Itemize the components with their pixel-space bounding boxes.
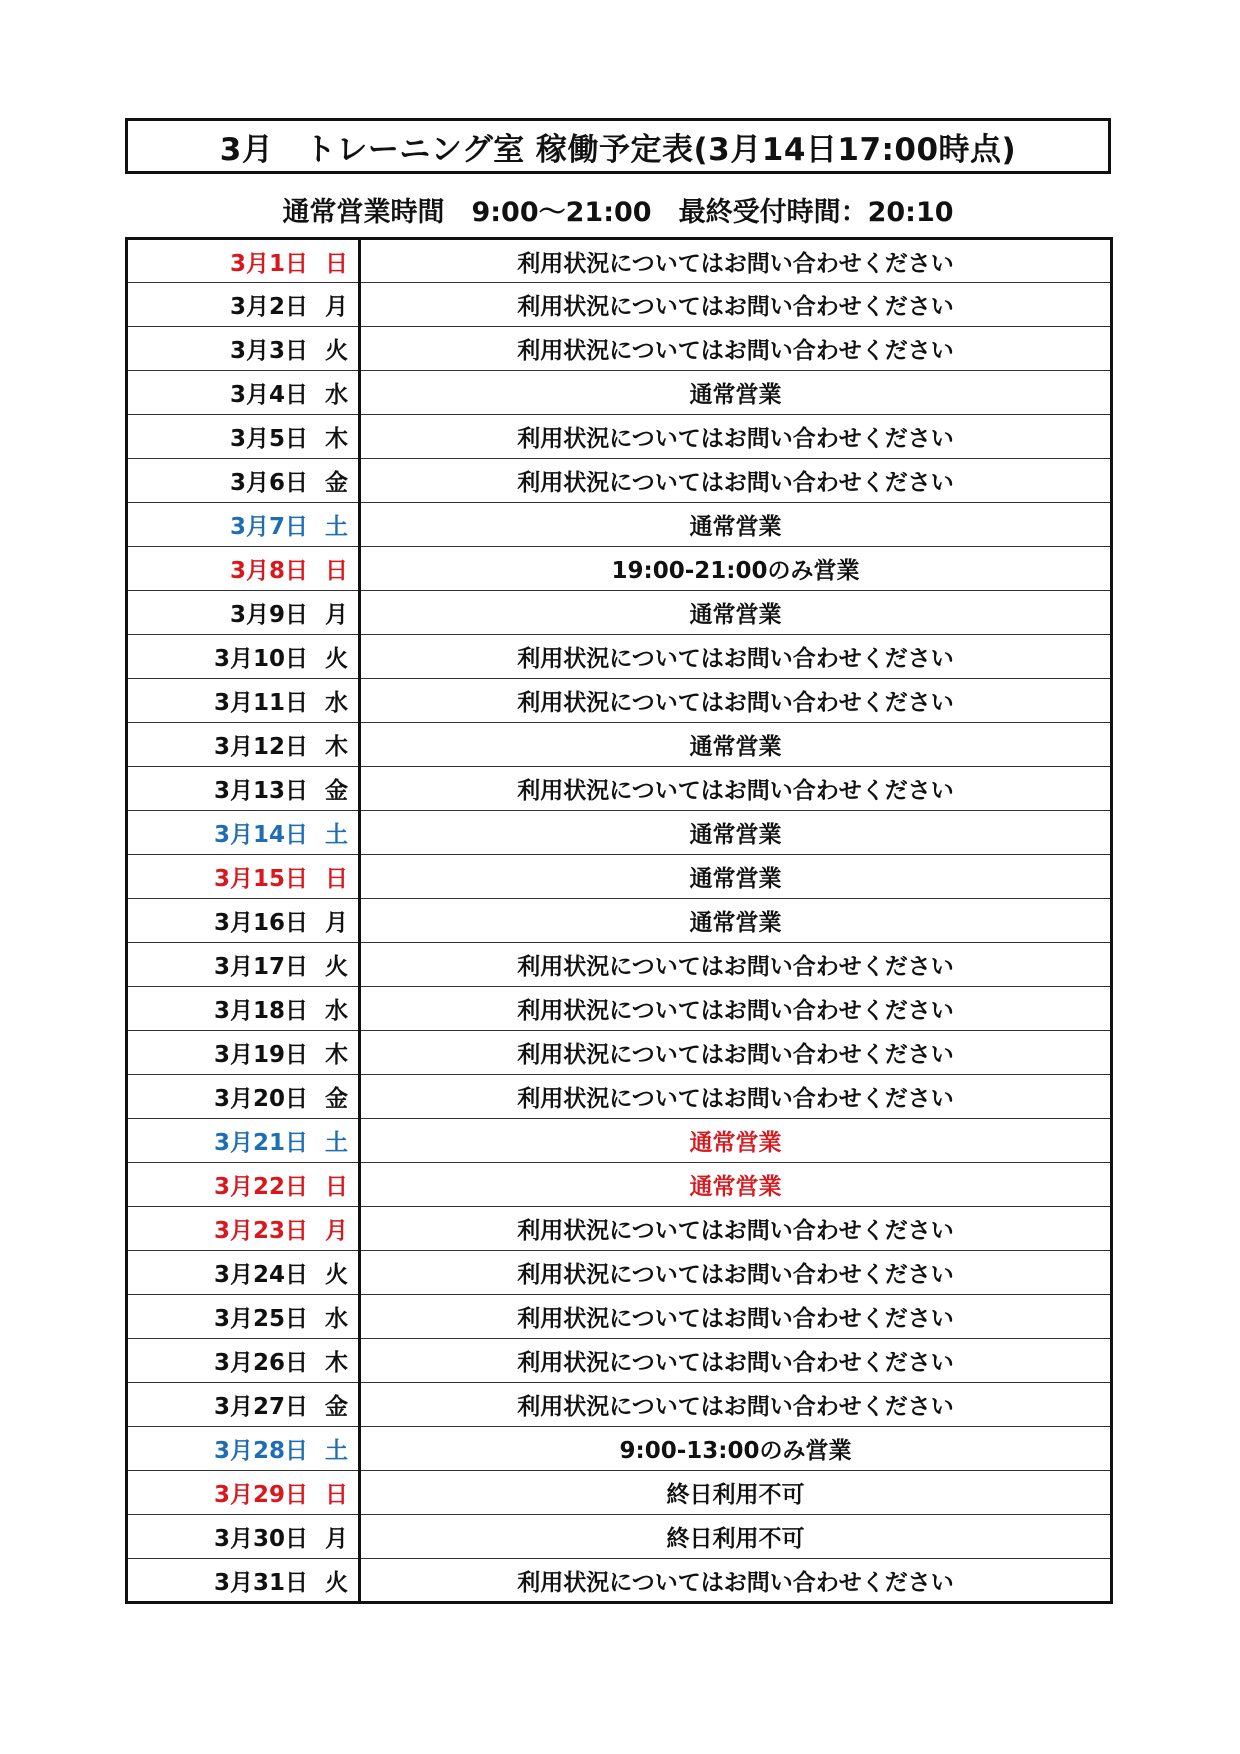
date-cell	[127, 723, 360, 767]
status-cell: 利用状況についてはお問い合わせください	[360, 1075, 1112, 1119]
table-row	[127, 1295, 1112, 1339]
date-cell	[127, 635, 360, 679]
date-label: 3月25日	[213, 1306, 308, 1332]
date-label: 3月4日	[229, 382, 308, 408]
table-row	[127, 327, 1112, 371]
day-of-week-label: 金	[325, 1086, 348, 1112]
date-cell	[127, 1119, 360, 1163]
day-of-week-label: 月	[325, 602, 348, 628]
date-cell	[127, 459, 360, 503]
table-row	[127, 459, 1112, 503]
status-cell: 利用状況についてはお問い合わせください	[360, 987, 1112, 1031]
date-label: 3月20日	[213, 1086, 308, 1112]
date-label: 3月16日	[213, 910, 308, 936]
status-cell: 利用状況についてはお問い合わせください	[360, 1383, 1112, 1427]
date-label: 3月13日	[213, 778, 308, 804]
table-row	[127, 591, 1112, 635]
day-of-week-label: 土	[325, 514, 348, 540]
date-label: 3月14日	[213, 822, 308, 848]
status-cell: 利用状況についてはお問い合わせください	[360, 239, 1112, 283]
table-row	[127, 1427, 1112, 1471]
business-hours-note	[125, 186, 1111, 232]
date-cell	[127, 591, 360, 635]
table-row	[127, 1251, 1112, 1295]
table-row	[127, 1339, 1112, 1383]
date-label: 3月17日	[213, 954, 308, 980]
date-label: 3月30日	[213, 1526, 308, 1552]
status-cell: 通常営業	[360, 723, 1112, 767]
date-cell	[127, 239, 360, 283]
day-of-week-label: 木	[325, 426, 348, 452]
table-row	[127, 635, 1112, 679]
table-row	[127, 1471, 1112, 1515]
day-of-week-label: 木	[325, 1350, 348, 1376]
date-cell	[127, 283, 360, 327]
day-of-week-label: 日	[325, 250, 348, 277]
date-label: 3月15日	[213, 866, 308, 892]
table-row	[127, 1207, 1112, 1251]
status-cell: 19:00-21:00のみ営業	[360, 547, 1112, 591]
date-cell	[127, 1031, 360, 1075]
status-cell: 利用状況についてはお問い合わせください	[360, 1207, 1112, 1251]
date-cell	[127, 547, 360, 591]
day-of-week-label: 火	[325, 954, 348, 980]
table-row	[127, 1383, 1112, 1427]
date-cell	[127, 1559, 360, 1603]
schedule-table	[125, 237, 1113, 1604]
date-label: 3月24日	[213, 1262, 308, 1288]
date-label: 3月10日	[213, 646, 308, 672]
table-row	[127, 503, 1112, 547]
status-cell: 利用状況についてはお問い合わせください	[360, 327, 1112, 371]
status-cell: 利用状況についてはお問い合わせください	[360, 1295, 1112, 1339]
date-label: 3月22日	[213, 1174, 308, 1200]
status-cell: 利用状況についてはお問い合わせください	[360, 767, 1112, 811]
date-label: 3月31日	[213, 1569, 308, 1596]
day-of-week-label: 日	[325, 866, 348, 892]
status-cell: 利用状況についてはお問い合わせください	[360, 415, 1112, 459]
date-label: 3月6日	[229, 470, 308, 496]
date-cell	[127, 1251, 360, 1295]
date-label: 3月23日	[213, 1218, 308, 1244]
day-of-week-label: 水	[325, 382, 348, 408]
date-label: 3月21日	[213, 1130, 308, 1156]
date-cell	[127, 1295, 360, 1339]
status-cell: 利用状況についてはお問い合わせください	[360, 283, 1112, 327]
table-row	[127, 679, 1112, 723]
table-row	[127, 1515, 1112, 1559]
table-row	[127, 371, 1112, 415]
table-row	[127, 1075, 1112, 1119]
date-cell	[127, 987, 360, 1031]
date-cell	[127, 1515, 360, 1559]
day-of-week-label: 火	[325, 338, 348, 364]
status-cell: 9:00-13:00のみ営業	[360, 1427, 1112, 1471]
status-cell: 利用状況についてはお問い合わせください	[360, 459, 1112, 503]
status-cell: 通常営業	[360, 855, 1112, 899]
date-cell	[127, 1427, 360, 1471]
date-cell	[127, 1339, 360, 1383]
date-cell	[127, 943, 360, 987]
day-of-week-label: 木	[325, 1042, 348, 1068]
table-row	[127, 415, 1112, 459]
status-cell: 終日利用不可	[360, 1471, 1112, 1515]
date-cell	[127, 767, 360, 811]
date-label: 3月29日	[213, 1482, 308, 1508]
page-title	[125, 118, 1111, 174]
status-cell: 利用状況についてはお問い合わせください	[360, 635, 1112, 679]
date-cell	[127, 855, 360, 899]
date-label: 3月8日	[229, 558, 308, 584]
date-cell	[127, 415, 360, 459]
status-cell: 通常営業	[360, 591, 1112, 635]
date-label: 3月26日	[213, 1350, 308, 1376]
day-of-week-label: 火	[325, 646, 348, 672]
table-row	[127, 1119, 1112, 1163]
status-cell: 利用状況についてはお問い合わせください	[360, 1251, 1112, 1295]
table-row	[127, 943, 1112, 987]
page-title-text: 3月 トレーニング室 稼働予定表(3月14日17:00時点)	[219, 131, 1017, 168]
table-row	[127, 1031, 1112, 1075]
date-label: 3月2日	[229, 294, 308, 320]
status-cell: 利用状況についてはお問い合わせください	[360, 679, 1112, 723]
date-label: 3月11日	[213, 690, 308, 716]
day-of-week-label: 日	[325, 1174, 348, 1200]
table-row	[127, 899, 1112, 943]
date-cell	[127, 679, 360, 723]
day-of-week-label: 火	[325, 1569, 348, 1596]
table-row	[127, 239, 1112, 283]
status-cell: 利用状況についてはお問い合わせください	[360, 1031, 1112, 1075]
day-of-week-label: 水	[325, 690, 348, 716]
date-label: 3月5日	[229, 426, 308, 452]
day-of-week-label: 金	[325, 778, 348, 804]
date-cell	[127, 899, 360, 943]
status-cell: 通常営業	[360, 1163, 1112, 1207]
status-cell: 終日利用不可	[360, 1515, 1112, 1559]
day-of-week-label: 月	[325, 1218, 348, 1244]
date-label: 3月19日	[213, 1042, 308, 1068]
date-cell	[127, 1163, 360, 1207]
table-row	[127, 855, 1112, 899]
day-of-week-label: 火	[325, 1262, 348, 1288]
day-of-week-label: 日	[325, 558, 348, 584]
day-of-week-label: 土	[325, 1130, 348, 1156]
date-cell	[127, 327, 360, 371]
status-cell: 通常営業	[360, 1119, 1112, 1163]
table-row	[127, 987, 1112, 1031]
date-label: 3月18日	[213, 998, 308, 1024]
status-cell: 通常営業	[360, 371, 1112, 415]
business-hours-text: 通常営業時間 9:00～21:00 最終受付時間：20:10	[282, 196, 954, 228]
status-cell: 通常営業	[360, 503, 1112, 547]
day-of-week-label: 月	[325, 910, 348, 936]
day-of-week-label: 水	[325, 1306, 348, 1332]
table-row	[127, 767, 1112, 811]
day-of-week-label: 土	[325, 1438, 348, 1464]
day-of-week-label: 金	[325, 1394, 348, 1420]
date-label: 3月3日	[229, 338, 308, 364]
day-of-week-label: 金	[325, 470, 348, 496]
status-cell: 利用状況についてはお問い合わせください	[517, 1569, 954, 1596]
date-cell	[127, 1383, 360, 1427]
table-row	[127, 723, 1112, 767]
status-cell: 利用状況についてはお問い合わせください	[360, 1339, 1112, 1383]
schedule-table-body	[127, 239, 1112, 1603]
status-cell: 利用状況についてはお問い合わせください	[360, 943, 1112, 987]
day-of-week-label: 土	[325, 822, 348, 848]
table-row	[127, 547, 1112, 591]
table-row	[127, 1559, 1112, 1603]
status-cell: 通常営業	[360, 899, 1112, 943]
date-cell	[127, 811, 360, 855]
table-row	[127, 811, 1112, 855]
date-cell	[127, 503, 360, 547]
date-label: 3月27日	[213, 1394, 308, 1420]
date-label: 3月1日	[229, 250, 308, 277]
date-cell	[127, 371, 360, 415]
date-cell	[127, 1075, 360, 1119]
date-label: 3月12日	[213, 734, 308, 760]
date-label: 3月7日	[229, 514, 308, 540]
day-of-week-label: 木	[325, 734, 348, 760]
date-cell	[127, 1471, 360, 1515]
day-of-week-label: 月	[325, 294, 348, 320]
day-of-week-label: 月	[325, 1526, 348, 1552]
day-of-week-label: 水	[325, 998, 348, 1024]
date-cell	[127, 1207, 360, 1251]
day-of-week-label: 日	[325, 1482, 348, 1508]
table-row	[127, 283, 1112, 327]
table-row	[127, 1163, 1112, 1207]
date-label: 3月28日	[213, 1438, 308, 1464]
date-label: 3月9日	[229, 602, 308, 628]
status-cell: 通常営業	[360, 811, 1112, 855]
